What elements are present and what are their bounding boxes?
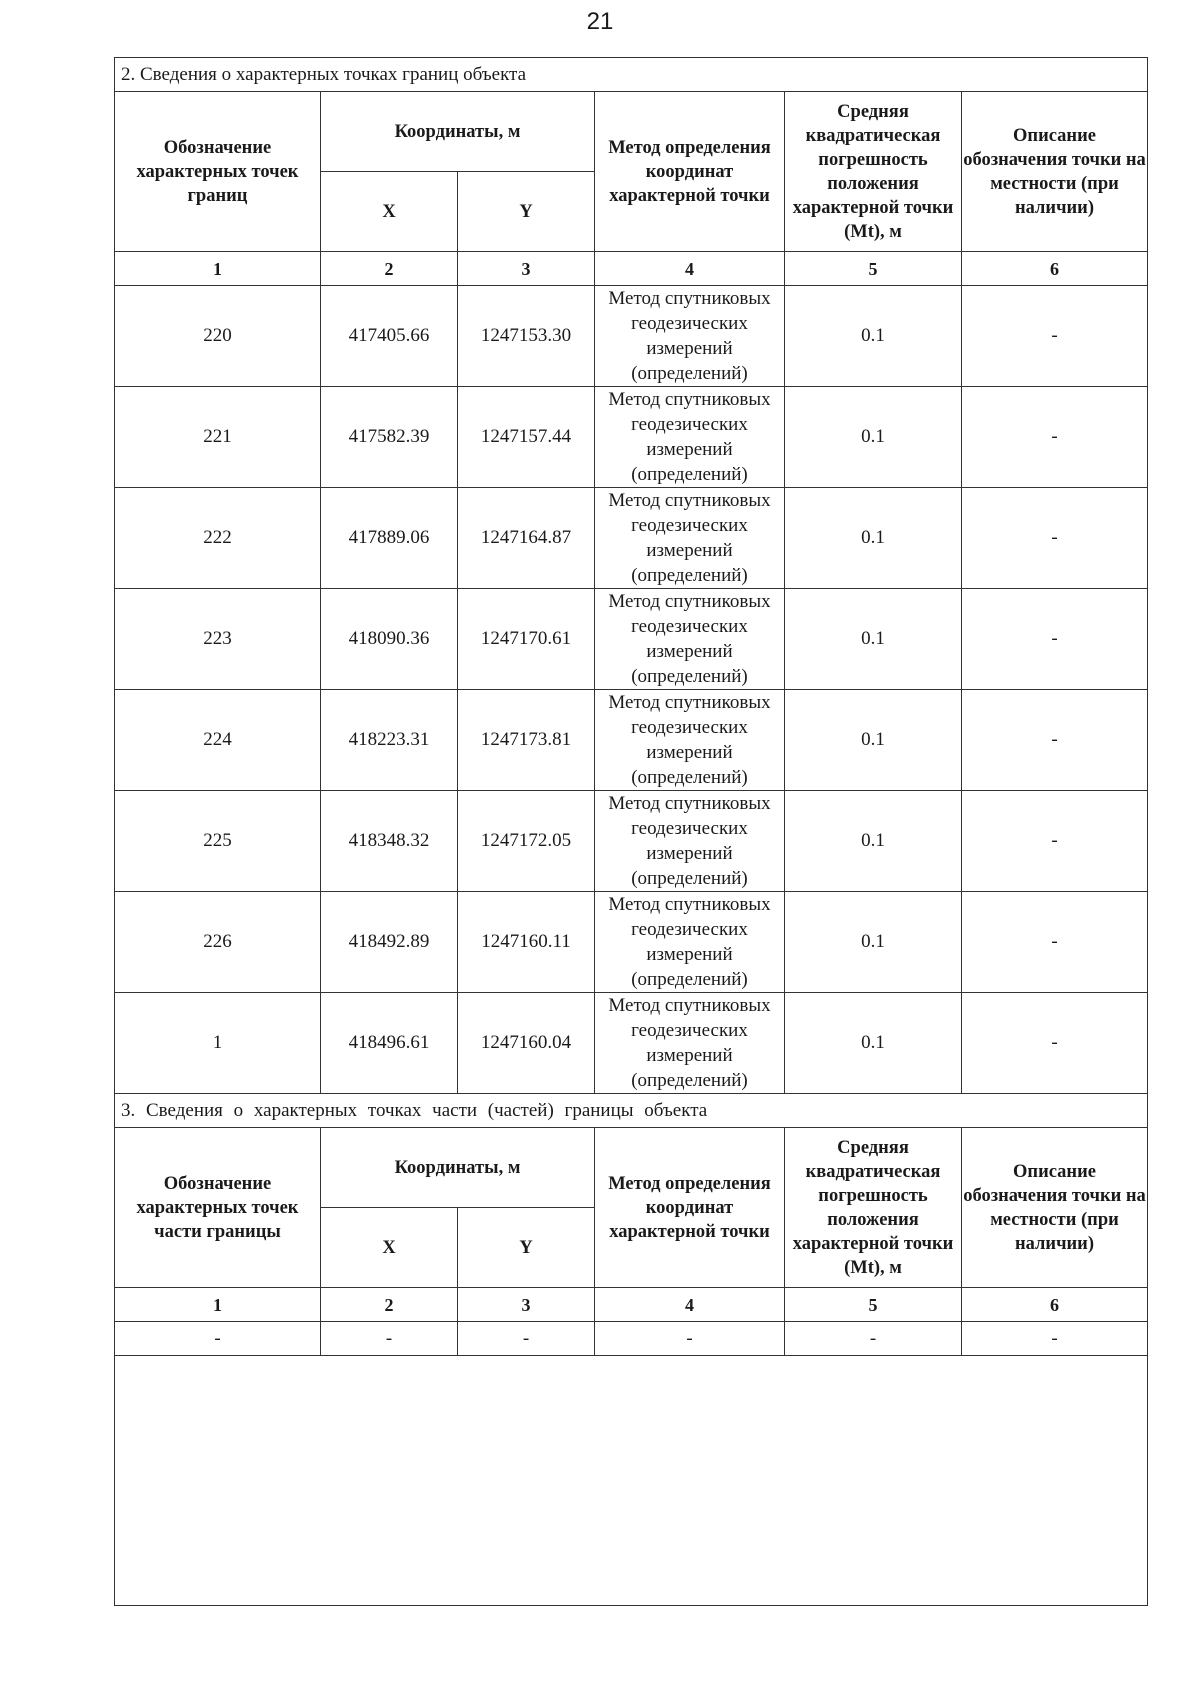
point-id: 225 bbox=[115, 791, 321, 892]
method: Метод спутниковых геодезических измерений (определений) bbox=[595, 993, 785, 1094]
method: Метод спутниковых геодезических измерений (определений) bbox=[595, 286, 785, 387]
table-body bbox=[115, 58, 1148, 1606]
point-id: 223 bbox=[115, 589, 321, 690]
coord-x: 418348.32 bbox=[321, 791, 458, 892]
column-number: 1 bbox=[115, 1288, 321, 1322]
point-description: - bbox=[962, 892, 1148, 993]
header-designation: Обозначение характерных точек границ bbox=[115, 92, 321, 252]
point-description: - bbox=[962, 589, 1148, 690]
coord-x: 417582.39 bbox=[321, 387, 458, 488]
section2-column-numbers bbox=[115, 252, 1148, 286]
column-number: 5 bbox=[785, 1288, 962, 1322]
header-coordinates: Координаты, м bbox=[321, 92, 595, 172]
accuracy-mt: 0.1 bbox=[785, 892, 962, 993]
column-number: 4 bbox=[595, 1288, 785, 1322]
page-number: 21 bbox=[586, 8, 614, 35]
method: Метод спутниковых геодезических измерений (определений) bbox=[595, 488, 785, 589]
column-number: 6 bbox=[962, 1288, 1148, 1322]
point-id: 220 bbox=[115, 286, 321, 387]
header-x: X bbox=[321, 1208, 458, 1288]
header-method: Метод определения координат характерной точки bbox=[595, 92, 785, 252]
header-description: Описание обозначения точки на местности (при наличии) bbox=[962, 1128, 1148, 1288]
header-y: Y bbox=[458, 1208, 595, 1288]
coord-y: 1247173.81 bbox=[458, 690, 595, 791]
coord-y: 1247164.87 bbox=[458, 488, 595, 589]
header-y: Y bbox=[458, 172, 595, 252]
point-id: 221 bbox=[115, 387, 321, 488]
column-number: 5 bbox=[785, 252, 962, 286]
section3-title-row bbox=[115, 1094, 1148, 1128]
column-number: 6 bbox=[962, 252, 1148, 286]
point-id: 224 bbox=[115, 690, 321, 791]
accuracy-mt: 0.1 bbox=[785, 993, 962, 1094]
coord-x: 418496.61 bbox=[321, 993, 458, 1094]
point-description: - bbox=[962, 488, 1148, 589]
column-number: 2 bbox=[321, 252, 458, 286]
header-method: Метод определения координат характерной точки bbox=[595, 1128, 785, 1288]
coord-x: 417889.06 bbox=[321, 488, 458, 589]
coord-x: 417405.66 bbox=[321, 286, 458, 387]
accuracy-mt: 0.1 bbox=[785, 589, 962, 690]
point-description: - bbox=[962, 387, 1148, 488]
table-row bbox=[115, 1322, 1148, 1356]
point-description: - bbox=[962, 993, 1148, 1094]
empty-area-row bbox=[115, 1356, 1148, 1606]
column-number: 3 bbox=[458, 252, 595, 286]
column-number: 4 bbox=[595, 252, 785, 286]
method: Метод спутниковых геодезических измерений (определений) bbox=[595, 387, 785, 488]
coord-y: 1247170.61 bbox=[458, 589, 595, 690]
accuracy-mt: 0.1 bbox=[785, 690, 962, 791]
method: Метод спутниковых геодезических измерений (определений) bbox=[595, 690, 785, 791]
column-number: 2 bbox=[321, 1288, 458, 1322]
coord-y: - bbox=[458, 1322, 595, 1356]
header-accuracy: Средняя квадратическая погрешность положения характерной точки (Mt), м bbox=[785, 1128, 962, 1288]
table-row bbox=[115, 286, 1148, 387]
table-row bbox=[115, 791, 1148, 892]
coord-x: 418090.36 bbox=[321, 589, 458, 690]
section3-column-numbers bbox=[115, 1288, 1148, 1322]
point-description: - bbox=[962, 791, 1148, 892]
header-x: X bbox=[321, 172, 458, 252]
coord-y: 1247157.44 bbox=[458, 387, 595, 488]
method: Метод спутниковых геодезических измерений (определений) bbox=[595, 892, 785, 993]
section3-title: 3. Сведения о характерных точках части (частей) границы объекта bbox=[115, 1094, 1148, 1128]
header-coordinates: Координаты, м bbox=[321, 1128, 595, 1208]
boundary-points-table bbox=[114, 57, 1148, 1606]
method: - bbox=[595, 1322, 785, 1356]
point-description: - bbox=[962, 690, 1148, 791]
table-row bbox=[115, 488, 1148, 589]
method: Метод спутниковых геодезических измерений (определений) bbox=[595, 589, 785, 690]
coord-x: 418223.31 bbox=[321, 690, 458, 791]
coord-x: - bbox=[321, 1322, 458, 1356]
table-row bbox=[115, 690, 1148, 791]
section2-title: 2. Сведения о характерных точках границ объекта bbox=[115, 58, 1148, 92]
empty-area bbox=[115, 1356, 1148, 1606]
point-id: 1 bbox=[115, 993, 321, 1094]
point-description: - bbox=[962, 1322, 1148, 1356]
coord-y: 1247160.04 bbox=[458, 993, 595, 1094]
coord-y: 1247160.11 bbox=[458, 892, 595, 993]
column-number: 1 bbox=[115, 252, 321, 286]
accuracy-mt: 0.1 bbox=[785, 387, 962, 488]
accuracy-mt: 0.1 bbox=[785, 488, 962, 589]
section2-header-row bbox=[115, 92, 1148, 172]
point-id: 222 bbox=[115, 488, 321, 589]
table-row bbox=[115, 892, 1148, 993]
method: Метод спутниковых геодезических измерений (определений) bbox=[595, 791, 785, 892]
section3-header-row bbox=[115, 1128, 1148, 1208]
accuracy-mt: 0.1 bbox=[785, 791, 962, 892]
header-description: Описание обозначения точки на местности (при наличии) bbox=[962, 92, 1148, 252]
point-id: - bbox=[115, 1322, 321, 1356]
point-id: 226 bbox=[115, 892, 321, 993]
header-designation: Обозначение характерных точек части границы bbox=[115, 1128, 321, 1288]
point-description: - bbox=[962, 286, 1148, 387]
accuracy-mt: - bbox=[785, 1322, 962, 1356]
coord-y: 1247153.30 bbox=[458, 286, 595, 387]
header-accuracy: Средняя квадратическая погрешность положения характерной точки (Mt), м bbox=[785, 92, 962, 252]
table-row bbox=[115, 589, 1148, 690]
section2-title-row bbox=[115, 58, 1148, 92]
coord-y: 1247172.05 bbox=[458, 791, 595, 892]
table-row bbox=[115, 993, 1148, 1094]
column-number: 3 bbox=[458, 1288, 595, 1322]
table-row bbox=[115, 387, 1148, 488]
accuracy-mt: 0.1 bbox=[785, 286, 962, 387]
coord-x: 418492.89 bbox=[321, 892, 458, 993]
